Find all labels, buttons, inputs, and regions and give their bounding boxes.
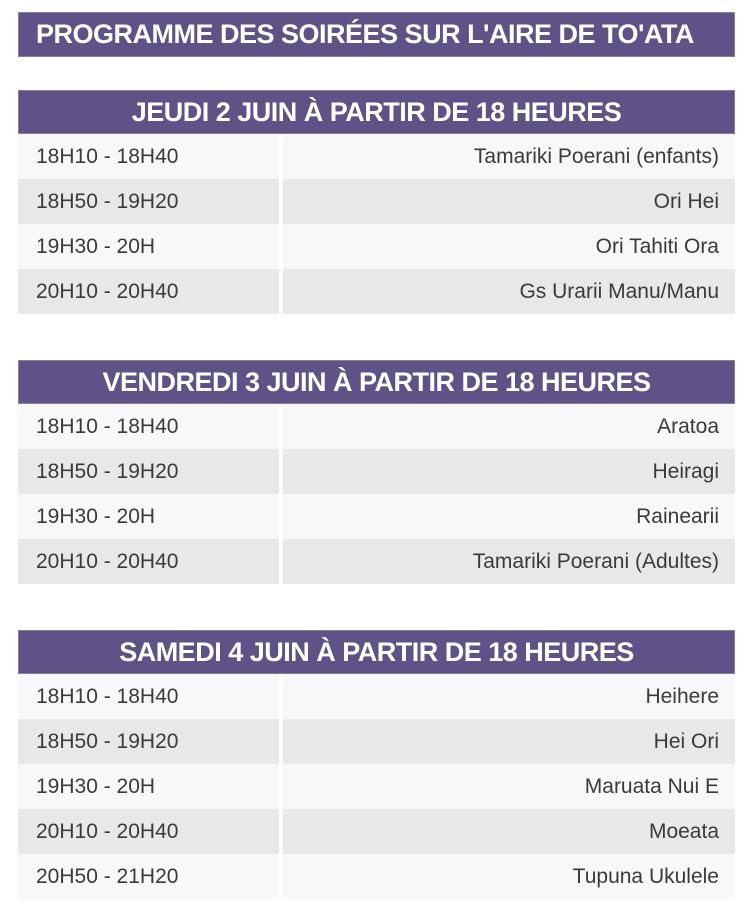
performer-name: Maruata Nui E — [283, 764, 735, 809]
time-slot: 19H30 - 20H — [18, 224, 279, 269]
performer-name: Tamariki Poerani (Adultes) — [283, 539, 735, 584]
time-slot: 19H30 - 20H — [18, 764, 279, 809]
performer-name: Gs Urarii Manu/Manu — [283, 269, 735, 314]
time-slot: 18H50 - 19H20 — [18, 179, 279, 224]
time-slot: 18H50 - 19H20 — [18, 719, 279, 764]
page-title: PROGRAMME DES SOIRÉES SUR L'AIRE DE TO'ATA — [18, 12, 735, 57]
performer-name: Tupuna Ukulele — [283, 854, 735, 899]
schedule-row — [18, 404, 735, 449]
performer-name: Aratoa — [283, 404, 735, 449]
time-slot: 18H10 - 18H40 — [18, 404, 279, 449]
time-slot: 20H10 - 20H40 — [18, 539, 279, 584]
performer-name: Moeata — [283, 809, 735, 854]
schedule-row — [18, 539, 735, 584]
schedule-row — [18, 134, 735, 179]
schedule-row — [18, 674, 735, 719]
time-slot: 19H30 - 20H — [18, 494, 279, 539]
schedule-row — [18, 494, 735, 539]
day-header-jeudi: JEUDI 2 JUIN À PARTIR DE 18 HEURES — [18, 90, 735, 134]
schedule-row — [18, 809, 735, 854]
schedule-row — [18, 449, 735, 494]
schedule-row — [18, 764, 735, 809]
schedule-row — [18, 269, 735, 314]
day-header-vendredi: VENDREDI 3 JUIN À PARTIR DE 18 HEURES — [18, 360, 735, 404]
schedule-rows — [18, 404, 735, 584]
time-slot: 18H10 - 18H40 — [18, 134, 279, 179]
schedule-row — [18, 719, 735, 764]
day-header-samedi: SAMEDI 4 JUIN À PARTIR DE 18 HEURES — [18, 630, 735, 674]
schedule-row — [18, 179, 735, 224]
time-slot: 18H10 - 18H40 — [18, 674, 279, 719]
performer-name: Heihere — [283, 674, 735, 719]
time-slot: 18H50 - 19H20 — [18, 449, 279, 494]
performer-name: Heiragi — [283, 449, 735, 494]
performer-name: Tamariki Poerani (enfants) — [283, 134, 735, 179]
section-vendredi — [18, 360, 735, 584]
schedule-rows — [18, 134, 735, 314]
time-slot: 20H10 - 20H40 — [18, 809, 279, 854]
time-slot: 20H10 - 20H40 — [18, 269, 279, 314]
section-jeudi — [18, 90, 735, 314]
performer-name: Hei Ori — [283, 719, 735, 764]
performer-name: Ori Hei — [283, 179, 735, 224]
schedule-row — [18, 854, 735, 899]
schedule-rows — [18, 674, 735, 899]
section-samedi — [18, 630, 735, 899]
program-content — [18, 12, 735, 899]
performer-name: Rainearii — [283, 494, 735, 539]
time-slot: 20H50 - 21H20 — [18, 854, 279, 899]
performer-name: Ori Tahiti Ora — [283, 224, 735, 269]
schedule-row — [18, 224, 735, 269]
